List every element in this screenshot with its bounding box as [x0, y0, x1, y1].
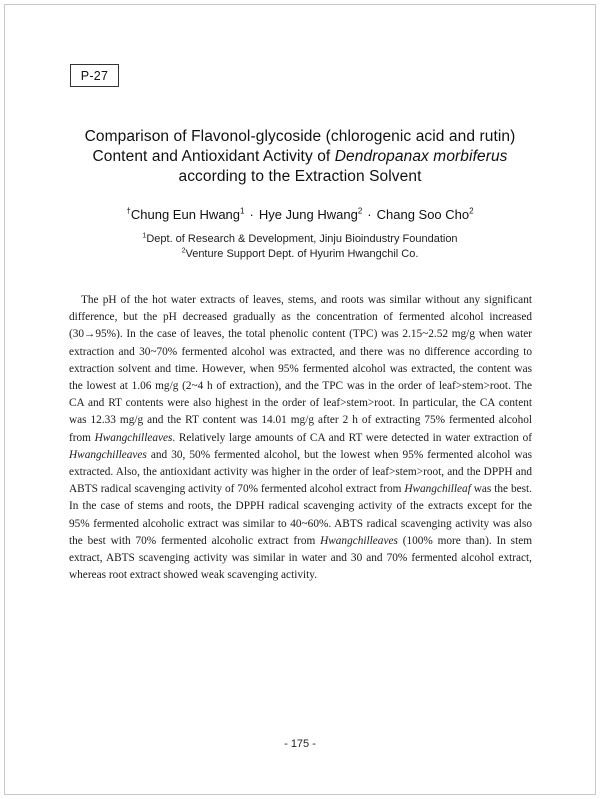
abstract-text: The pH of the hot water extracts of leaves, stems, and roots was similar without any significant difference, but the pH decreased gradually as the concentration of fermented alcohol increased (30→95%). In the case of leaves, the total phenolic content (TPC) was 2.15~2.52 mg/g when water extraction and 30~70% fermented alcohol was extracted, and there was no difference according to extraction solvent and time. However, when 95% fermented alcohol was extracted, the content was the lowest at 1.06 mg/g (2~4 h of extraction), and the TPC was in the order of leaf>stem>root. The CA and RT contents were also highest in the order of leaf>stem>root. In particular, the CA content was 12.33 mg/g and the RT content was 14.01 mg/g after 2 h of extracting 75% fermented alcohol from — [69, 294, 532, 444]
affiliation-mark: 2 — [181, 247, 186, 255]
abstract-text: . Relatively large amounts of CA and RT were detected in water extraction of — [172, 431, 532, 444]
title-line-2 — [40, 147, 560, 167]
author-affiliation-mark: 1 — [240, 206, 245, 216]
author-separator: · — [249, 207, 254, 222]
poster-id-box: P-27 — [70, 64, 119, 87]
title-line-2-prefix: Content and Antioxidant Activity of — [92, 148, 335, 165]
title-species-name: Dendropanax morbiferus — [334, 148, 508, 165]
title-line-3: according to the Extraction Solvent — [178, 168, 422, 185]
affiliation-mark: 1 — [142, 232, 147, 240]
abstract-paragraph — [69, 292, 532, 584]
author-list — [40, 206, 560, 224]
affiliation-line — [40, 247, 560, 262]
paper-title — [40, 127, 560, 187]
author-affiliation-mark: 2 — [469, 206, 474, 216]
abstract-text: (100% more than). In stem extract, ABTS scavenging activity was similar in water and 30 and 70% fermented alcohol extract, whereas root extract showed weak scavenging activity. — [69, 534, 533, 582]
affiliation-text: Venture Support Dept. of Hyurim Hwangchil Co. — [185, 248, 419, 260]
affiliation-line — [40, 232, 560, 247]
abstract-italic-term: Hwangchilleaf — [404, 483, 471, 496]
author-name: Chung Eun Hwang — [130, 207, 241, 222]
page-number: - 175 - — [284, 738, 316, 750]
affiliation-text: Dept. of Research & Development, Jinju Bioindustry Foundation — [146, 233, 458, 245]
title-line-1: Comparison of Flavonol-glycoside (chlorogenic acid and rutin) — [84, 128, 516, 145]
abstract-text: was the best. In the case of stems and roots, the DPPH radical scavenging activity of the extracts except for the 95% fermented alcoholic extract was similar to 40~60%. ABTS radical scavenging activity was also the best with 70% fermented alcoholic extract from — [69, 483, 532, 547]
author-separator: · — [367, 207, 372, 222]
corresponding-author-dagger: † — [126, 206, 131, 216]
abstract-italic-term: Hwangchilleaves — [94, 431, 173, 444]
author-name: Hye Jung Hwang — [258, 207, 358, 222]
author-affiliation-mark: 2 — [357, 206, 363, 216]
abstract-italic-term: Hwangchilleaves — [320, 534, 398, 547]
author-name: Chang Soo Cho — [376, 207, 470, 222]
abstract-text: and 30, 50% fermented alcohol, but the lowest when 95% fermented alcohol was extracted. Also, the antioxidant activity was higher in the order of leaf>stem>root, and the DPPH and ABTS radical scavenging activity of 70% fermented alcohol extract from — [69, 448, 532, 496]
abstract-italic-term: Hwangchilleaves — [69, 448, 147, 461]
affiliation-list — [40, 232, 560, 262]
